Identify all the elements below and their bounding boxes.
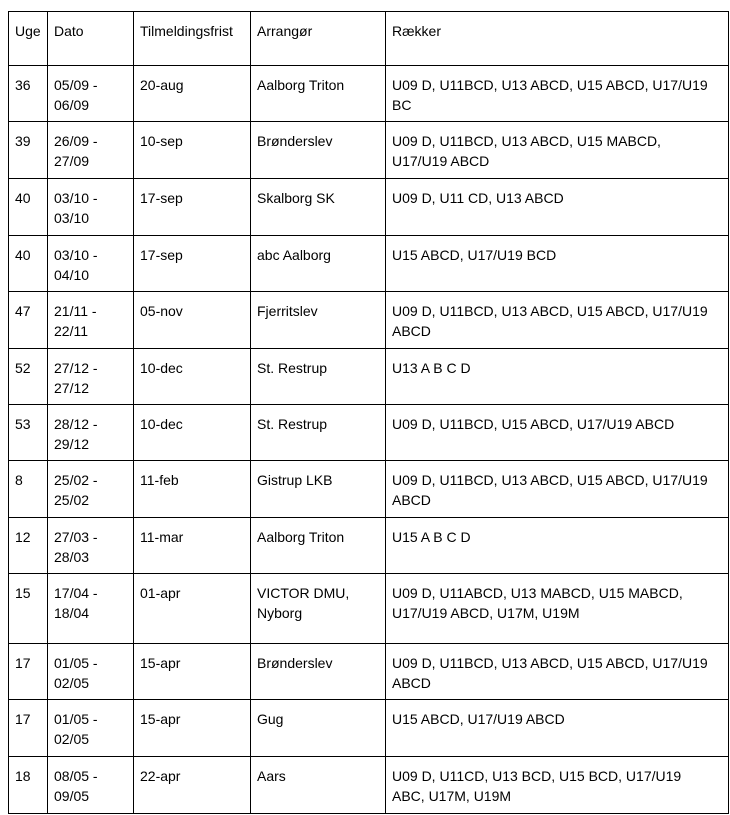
table-row (9, 518, 729, 574)
cell-raekker: U09 D, U11BCD, U13 ABCD, U15 ABCD, U17/U19 ABCD (386, 644, 729, 700)
cell-raekker: U15 A B C D (386, 518, 729, 574)
cell-tilmeldingsfrist: 17-sep (134, 236, 251, 292)
header-raekker: Rækker (386, 12, 729, 66)
cell-uge: 12 (9, 518, 48, 574)
cell-raekker: U09 D, U11CD, U13 BCD, U15 BCD, U17/U19 ABC, U17M, U19M (386, 757, 729, 814)
cell-tilmeldingsfrist: 22-apr (134, 757, 251, 814)
cell-dato: 21/11 - 22/11 (48, 292, 134, 349)
table-row (9, 700, 729, 757)
cell-dato: 03/10 - 03/10 (48, 179, 134, 236)
table-row (9, 349, 729, 405)
cell-arrangor: Aalborg Triton (251, 518, 386, 574)
cell-uge: 15 (9, 574, 48, 644)
cell-raekker: U09 D, U11BCD, U13 ABCD, U15 ABCD, U17/U19 ABCD (386, 461, 729, 518)
cell-arrangor: Aars (251, 757, 386, 814)
header-dato: Dato (48, 12, 134, 66)
cell-dato: 25/02 - 25/02 (48, 461, 134, 518)
cell-dato: 08/05 - 09/05 (48, 757, 134, 814)
cell-tilmeldingsfrist: 01-apr (134, 574, 251, 644)
cell-tilmeldingsfrist: 10-dec (134, 349, 251, 405)
cell-tilmeldingsfrist: 11-mar (134, 518, 251, 574)
cell-raekker: U09 D, U11BCD, U13 ABCD, U15 ABCD, U17/U19 ABCD (386, 292, 729, 349)
cell-arrangor: Gistrup LKB (251, 461, 386, 518)
cell-dato: 28/12 - 29/12 (48, 405, 134, 461)
cell-dato: 17/04 - 18/04 (48, 574, 134, 644)
cell-arrangor: St. Restrup (251, 405, 386, 461)
cell-tilmeldingsfrist: 10-sep (134, 122, 251, 179)
cell-arrangor: Fjerritslev (251, 292, 386, 349)
cell-uge: 47 (9, 292, 48, 349)
cell-arrangor: abc Aalborg (251, 236, 386, 292)
cell-tilmeldingsfrist: 17-sep (134, 179, 251, 236)
cell-arrangor: Aalborg Triton (251, 66, 386, 122)
table-row (9, 66, 729, 122)
header-uge: Uge (9, 12, 48, 66)
cell-tilmeldingsfrist: 11-feb (134, 461, 251, 518)
cell-dato: 01/05 - 02/05 (48, 700, 134, 757)
cell-dato: 27/12 - 27/12 (48, 349, 134, 405)
cell-dato: 05/09 - 06/09 (48, 66, 134, 122)
cell-dato: 03/10 - 04/10 (48, 236, 134, 292)
cell-arrangor: Skalborg SK (251, 179, 386, 236)
table-row (9, 574, 729, 644)
cell-uge: 40 (9, 179, 48, 236)
table-row (9, 644, 729, 700)
table-row (9, 236, 729, 292)
cell-tilmeldingsfrist: 05-nov (134, 292, 251, 349)
cell-raekker: U15 ABCD, U17/U19 ABCD (386, 700, 729, 757)
table-row (9, 757, 729, 814)
cell-arrangor: Gug (251, 700, 386, 757)
table-row (9, 461, 729, 518)
cell-uge: 52 (9, 349, 48, 405)
cell-uge: 36 (9, 66, 48, 122)
cell-uge: 39 (9, 122, 48, 179)
cell-uge: 53 (9, 405, 48, 461)
cell-arrangor: Brønderslev (251, 644, 386, 700)
cell-raekker: U13 A B C D (386, 349, 729, 405)
table-row (9, 292, 729, 349)
header-arrangor: Arrangør (251, 12, 386, 66)
cell-tilmeldingsfrist: 20-aug (134, 66, 251, 122)
schedule-table (8, 11, 729, 814)
cell-tilmeldingsfrist: 15-apr (134, 644, 251, 700)
header-tilmeldingsfrist: Tilmeldingsfrist (134, 12, 251, 66)
cell-tilmeldingsfrist: 10-dec (134, 405, 251, 461)
cell-tilmeldingsfrist: 15-apr (134, 700, 251, 757)
cell-uge: 17 (9, 644, 48, 700)
cell-arrangor: VICTOR DMU, Nyborg (251, 574, 386, 644)
cell-arrangor: St. Restrup (251, 349, 386, 405)
cell-raekker: U09 D, U11BCD, U15 ABCD, U17/U19 ABCD (386, 405, 729, 461)
cell-raekker: U09 D, U11BCD, U13 ABCD, U15 ABCD, U17/U19 BC (386, 66, 729, 122)
cell-arrangor: Brønderslev (251, 122, 386, 179)
cell-raekker: U15 ABCD, U17/U19 BCD (386, 236, 729, 292)
cell-dato: 01/05 - 02/05 (48, 644, 134, 700)
cell-raekker: U09 D, U11 CD, U13 ABCD (386, 179, 729, 236)
cell-dato: 27/03 - 28/03 (48, 518, 134, 574)
table-row (9, 122, 729, 179)
cell-raekker: U09 D, U11BCD, U13 ABCD, U15 MABCD, U17/U19 ABCD (386, 122, 729, 179)
cell-uge: 40 (9, 236, 48, 292)
table-header-row (9, 12, 729, 66)
cell-raekker: U09 D, U11ABCD, U13 MABCD, U15 MABCD, U17/U19 ABCD, U17M, U19M (386, 574, 729, 644)
table-row (9, 405, 729, 461)
cell-uge: 8 (9, 461, 48, 518)
table-row (9, 179, 729, 236)
cell-uge: 17 (9, 700, 48, 757)
cell-dato: 26/09 - 27/09 (48, 122, 134, 179)
cell-uge: 18 (9, 757, 48, 814)
